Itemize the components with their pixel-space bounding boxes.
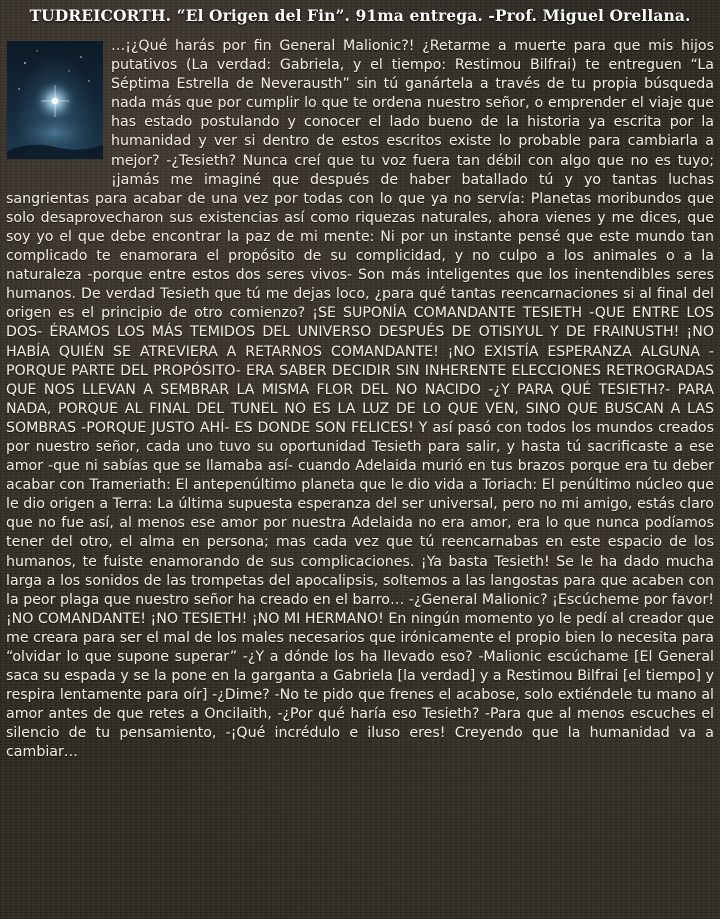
article-body-container	[6, 37, 714, 763]
article-body: …¡¿Qué harás por fin General Malionic?! ¿Retarme a muerte para que mis hijos putativos (La verdad: Gabriela, y el tiempo: Restimou Bilfrai) te entreguen “La Séptima Estrella de Neverausth” sin tú ganártela a través de tu propia búsqueda nada más que por cumplir lo que te ordena nuestro señor, o emprender el viaje que has estado postulando y conocer el lado bueno de la historia ya escrita por la humanidad y ver si dentro de estos escritos existe lo probable para cambiarla a mejor? -¿Tesieth? Nunca creí que tu voz fuera tan débil con algo que no es tuyo; ¡jamás me imaginé que después de haber batallado tú y yo tantas luchas sangrientas para acabar de una vez por todas con lo que ya no servía: Planetas moribundos que solo desaprovecharon sus existencias así como riquezas naturales, ahora vienes y me dices, que soy yo el que debe encontrar la paz de mi mente: Ni por un instante pensé que este mundo tan complicado te enamorara el propósito de su complicidad, y no culpo a los animales o a la naturaleza -porque entre estos dos seres vivos- Son más inteligentes que los inentendibles seres humanos. De verdad Tesieth que tú me dejas loco, ¿para qué tantas reencarnaciones si al final del origen es el principio de otro comienzo? ¡SE SUPONÍA COMANDANTE TESIETH -QUE ENTRE LOS DOS- ÉRAMOS LOS MÁS TEMIDOS DEL UNIVERSO DESPUÉS DE OTISIYUL Y DE FRAINUSTH! ¡NO HABÍA QUIÉN SE ATREVIERA A RETARNOS COMANDANTE! ¡NO EXISTÍA ESPERANZA ALGUNA -PORQUE PARTE DEL PROPÓSITO- ERA SABER DECIDIR SIN INHERENTE ELECCIONES RETROGRADAS QUE NOS LLEVAN A SEMBRAR LA MISMA FLOR DEL NO NACIDO -¿Y PARA QUÉ TESIETH?- PARA NADA, PORQUE AL FINAL DEL TUNEL NO ES LA LUZ DE LO QUE VEN, SINO QUE BUSCAN A LAS SOMBRAS -PORQUE JUSTO AHÍ- ES DONDE SON FELICES! Y así pasó con todos los mundos creados por nuestro señor, cada uno tuvo su oportunidad Tesieth para salir, y hasta tú sacrificaste a ese amor -que ni sabías que se llamaba así- cuando Adelaida murió en tus brazos porque era tu deber acabar con Trameriath: El antepenúltimo planeta que le dio vida a Toriach: El penúltimo núcleo que le dio origen a Terra: La última supuesta esperanza del ser universal, pero no mi amigo, estás claro que no fue así, al menos ese amor por nuestra Adelaida no era amor, era lo que nunca podíamos tener del otro, el alma en persona; mas cada vez que tú reencarnabas en este espacio de los humanos, te fuiste enamorando de sus complicaciones. ¡Ya basta Tesieth! Se le ha dado mucha larga a los sonidos de las trompetas del apocalipsis, soltemos a las langostas para que acaben con la peor plaga que nuestro señor ha creado en el barro… -¿General Malionic? ¡Escúcheme por favor! ¡NO COMANDANTE! ¡NO TESIETH! ¡NO MI HERMANO! En ningún momento yo le pedí al creador que me creara para ser el mal de los males necesarios que irónicamente el propio bien lo necesita para “olvidar lo que supone superar” -¿Y a dónde los ha llevado eso? -Malionic escúchame [El General saca su espada y se la pone en la garganta a Gabriela [la verdad] y a Restimou Bilfrai [el tiempo] y respira lentamente para oír] -¿Dime? -No te pido que frenes el acabose, solo extiéndele tu mano al amor antes de que retes a Oncilaith, -¿Por qué haría eso Tesieth? -Para que al menos escuches el silencio de tu pensamiento, -¡Qué incrédulo e iluso eres! Creyendo que la humanidad va a cambiar…	[6, 38, 714, 761]
article-title: TUDREICORTH. “El Origen del Fin”. 91ma entrega. -Prof. Miguel Orellana.	[29, 6, 691, 25]
photo-spacer	[6, 37, 111, 174]
